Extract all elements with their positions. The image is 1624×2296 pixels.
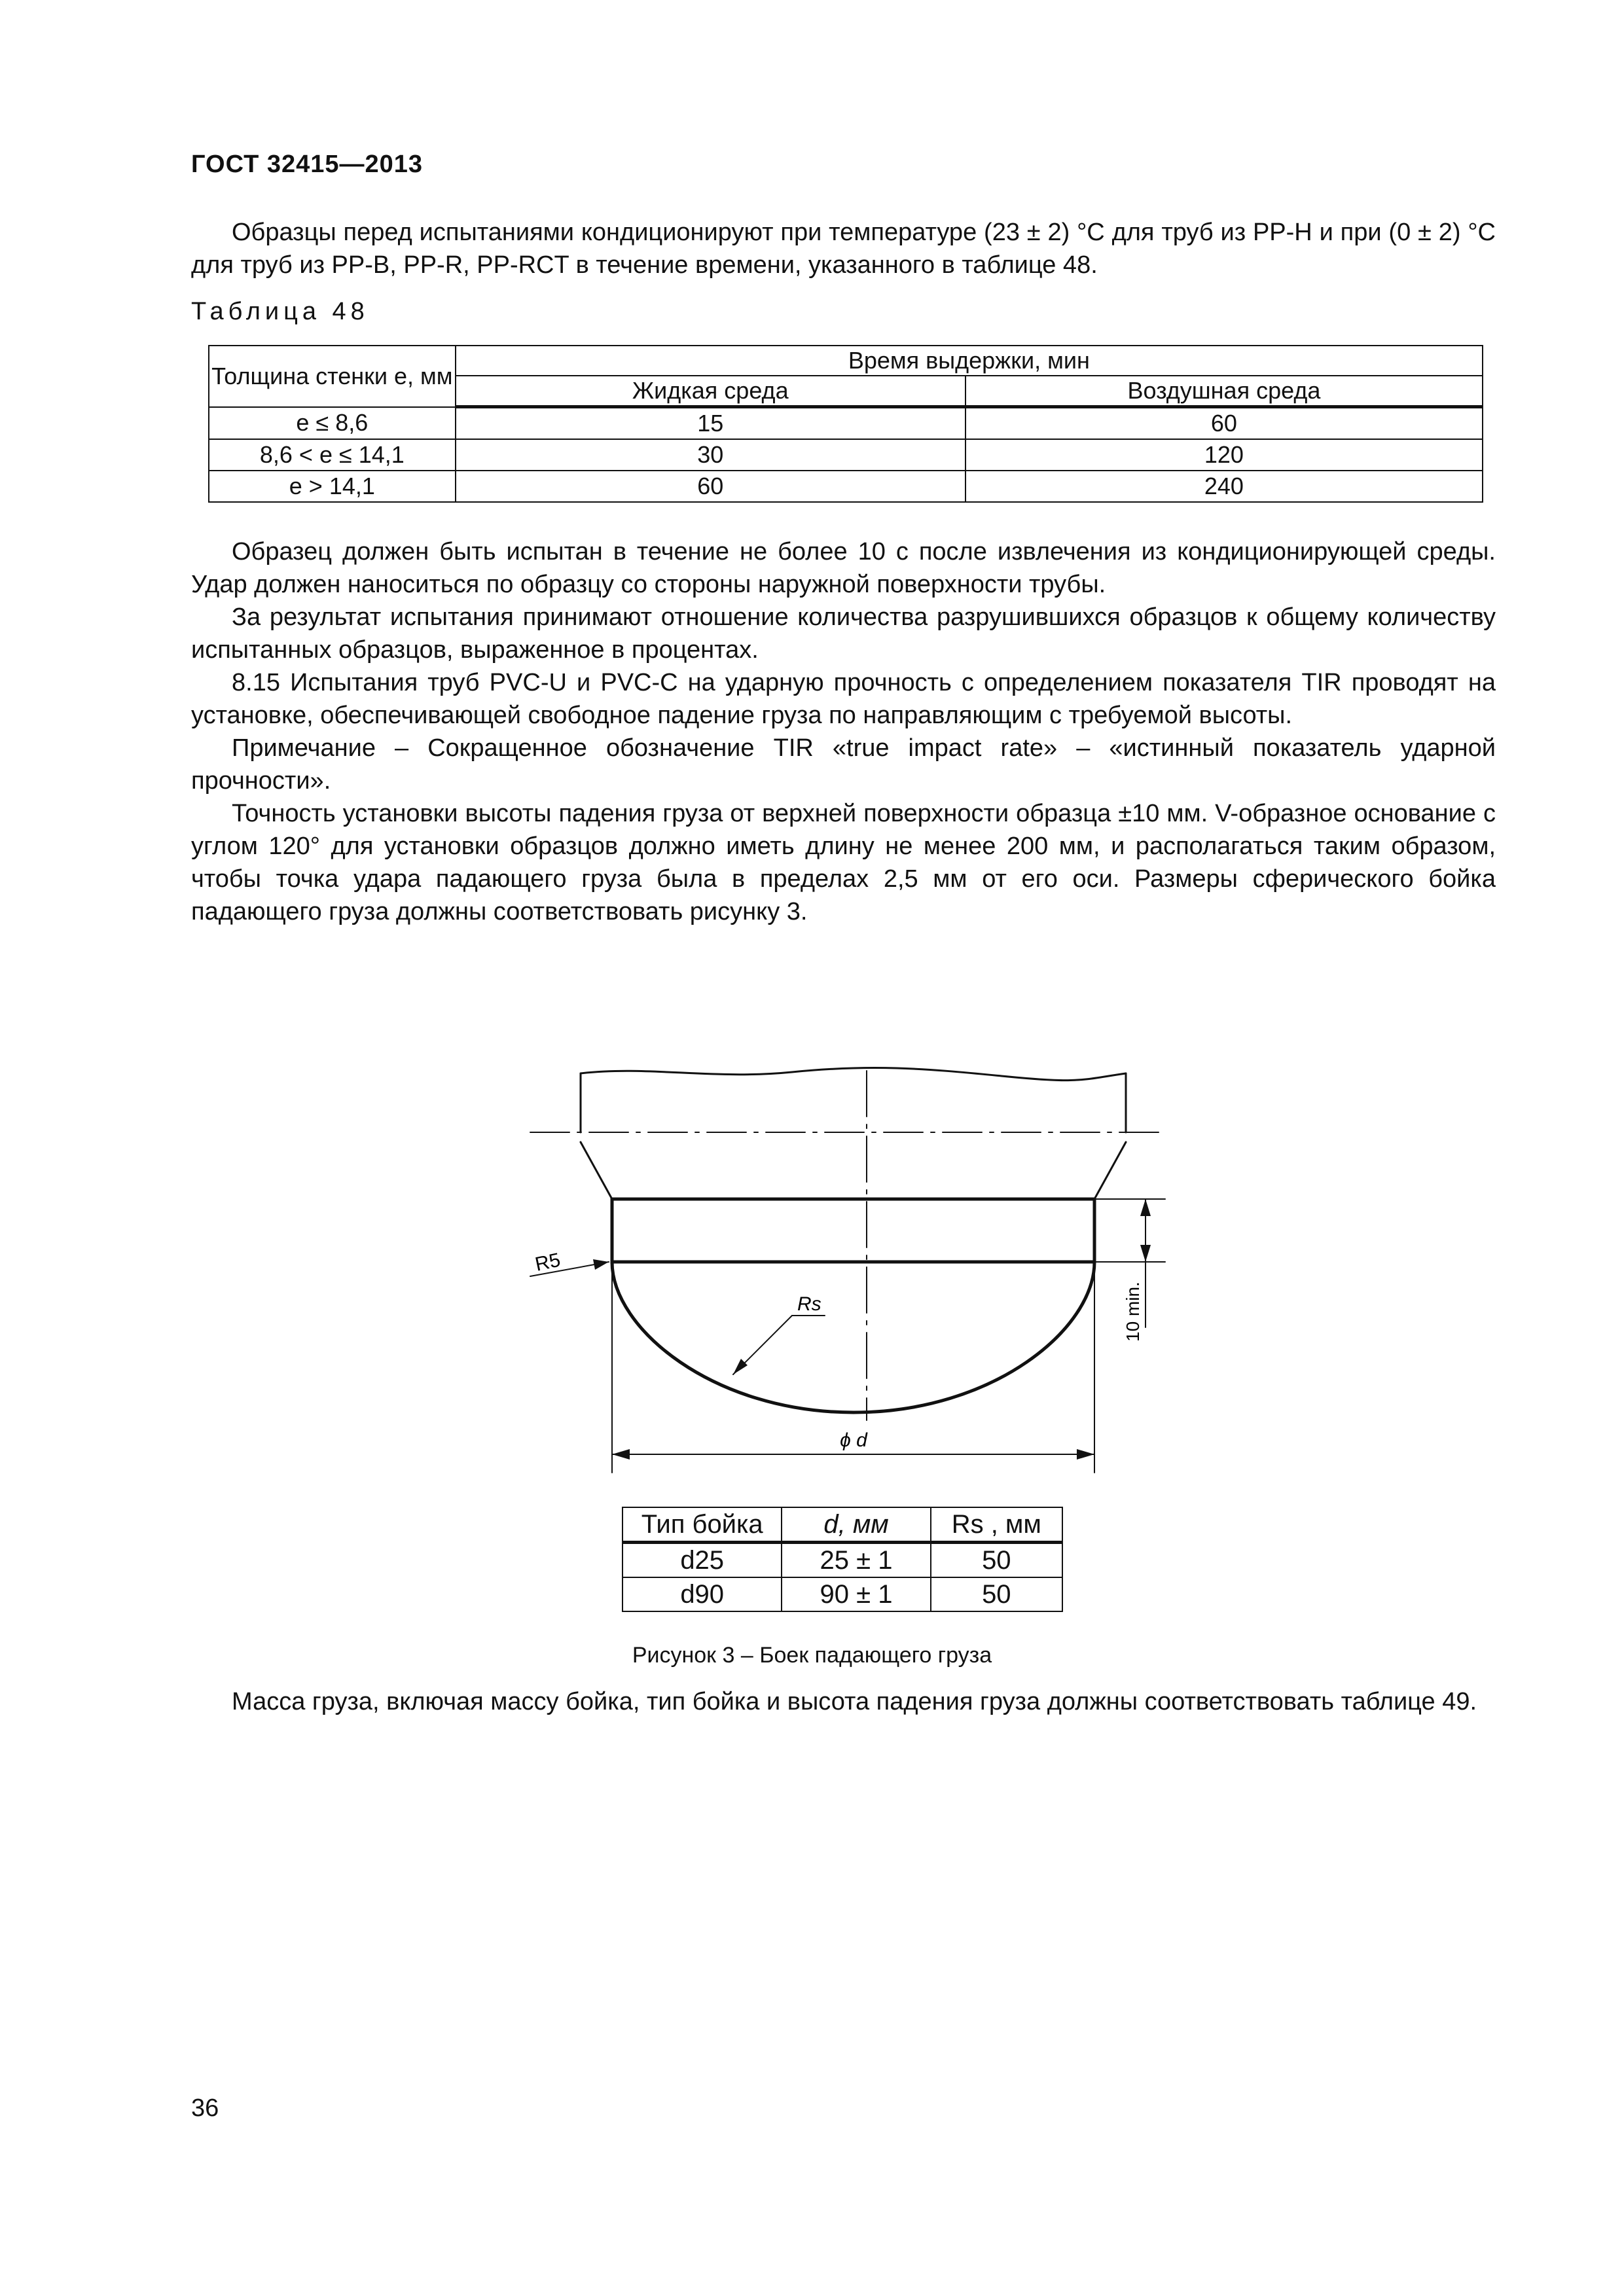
document-header: ГОСТ 32415—2013 <box>191 151 424 178</box>
table-48 <box>208 345 1483 503</box>
intro-paragraph <box>191 216 1496 281</box>
closing-text: Масса груза, включая массу бойка, тип бойка и высота падения груза должны соответствовать таблице 49. <box>232 1688 1477 1715</box>
paragraph: 8.15 Испытания труб PVC-U и PVC-C на ударную прочность с определением показателя TIR проводят на установке, обеспечивающей свободное падение груза по направляющим с требуемой высоты. <box>191 669 1496 729</box>
table-row <box>209 439 1483 471</box>
cell-thickness: 8,6 < e ≤ 14,1 <box>209 439 456 471</box>
page-number: 36 <box>191 2094 219 2122</box>
cell-d: 90 ± 1 <box>782 1577 930 1611</box>
striker-body <box>612 1199 1094 1262</box>
sub-header-liquid: Жидкая среда <box>456 376 965 407</box>
col-header-d: d, мм <box>782 1507 930 1543</box>
note-paragraph: Примечание – Сокращенное обозначение TIR «true impact rate» – «истинный показатель ударной прочности». <box>191 734 1496 795</box>
paragraph: Точность установки высоты падения груза от верхней поверхности образца ±10 мм. V-образное основание с углом 120° для установки образцов должно иметь длину не менее 200 мм, и располагаться таким образом, чтобы точка удара падающего груза была в пределах 2,5 мм от его оси. Размеры сферического бойка падающего груза должны соответствовать рисунку 3. <box>191 800 1496 925</box>
cell-d: 25 ± 1 <box>782 1543 930 1578</box>
body-paragraphs <box>191 535 1496 928</box>
cell-rs: 50 <box>931 1543 1062 1578</box>
cell-thickness: e > 14,1 <box>209 471 456 502</box>
col-header-rs: Rs , мм <box>931 1507 1062 1543</box>
cell-type: d90 <box>623 1577 782 1611</box>
cell-liquid: 30 <box>456 439 965 471</box>
cell-air: 120 <box>965 439 1483 471</box>
label-r5: R5 <box>533 1249 562 1276</box>
cell-air: 60 <box>965 407 1483 440</box>
cell-air: 240 <box>965 471 1483 502</box>
closing-paragraph <box>191 1685 1496 1718</box>
break-line <box>581 1067 1126 1080</box>
striker-drawing <box>517 1054 1185 1492</box>
paragraph: Образец должен быть испытан в течение не более 10 с после извлечения из кондиционирующей среды. Удар должен наноситься по образцу со стороны наружной поверхности трубы. <box>191 538 1496 598</box>
striker-head <box>612 1262 1094 1412</box>
label-rs: Rs <box>797 1293 821 1315</box>
label-diameter: ϕ d <box>840 1429 867 1451</box>
col-header-thickness: Толщина стенки e, мм <box>209 346 456 407</box>
table-row <box>623 1543 1062 1578</box>
paragraph: За результат испытания принимают отношение количества разрушившихся образцов к общему количеству испытанных образцов, выраженное в процентах. <box>191 603 1496 664</box>
label-10-min: 10 min. <box>1123 1282 1143 1342</box>
col-header-type: Тип бойка <box>623 1507 782 1543</box>
table-row <box>209 471 1483 502</box>
table-row <box>623 1577 1062 1611</box>
cell-liquid: 60 <box>456 471 965 502</box>
table-row <box>209 407 1483 440</box>
figure-table <box>622 1507 1063 1612</box>
figure-caption: Рисунок 3 – Боек падающего груза <box>632 1643 992 1668</box>
cell-thickness: e ≤ 8,6 <box>209 407 456 440</box>
intro-text: Образцы перед испытаниями кондиционируют при температуре (23 ± 2) °С для труб из PP-H и при (0 ± 2) °С для труб из PP-B, PP-R, PP-RCT в течение времени, указанного в таблице 48. <box>191 219 1496 279</box>
table48-caption: Таблица 48 <box>191 298 369 325</box>
cell-type: d25 <box>623 1543 782 1578</box>
cell-liquid: 15 <box>456 407 965 440</box>
sub-header-air: Воздушная среда <box>965 376 1483 407</box>
cell-rs: 50 <box>931 1577 1062 1611</box>
group-header-time: Время выдержки, мин <box>456 346 1483 376</box>
